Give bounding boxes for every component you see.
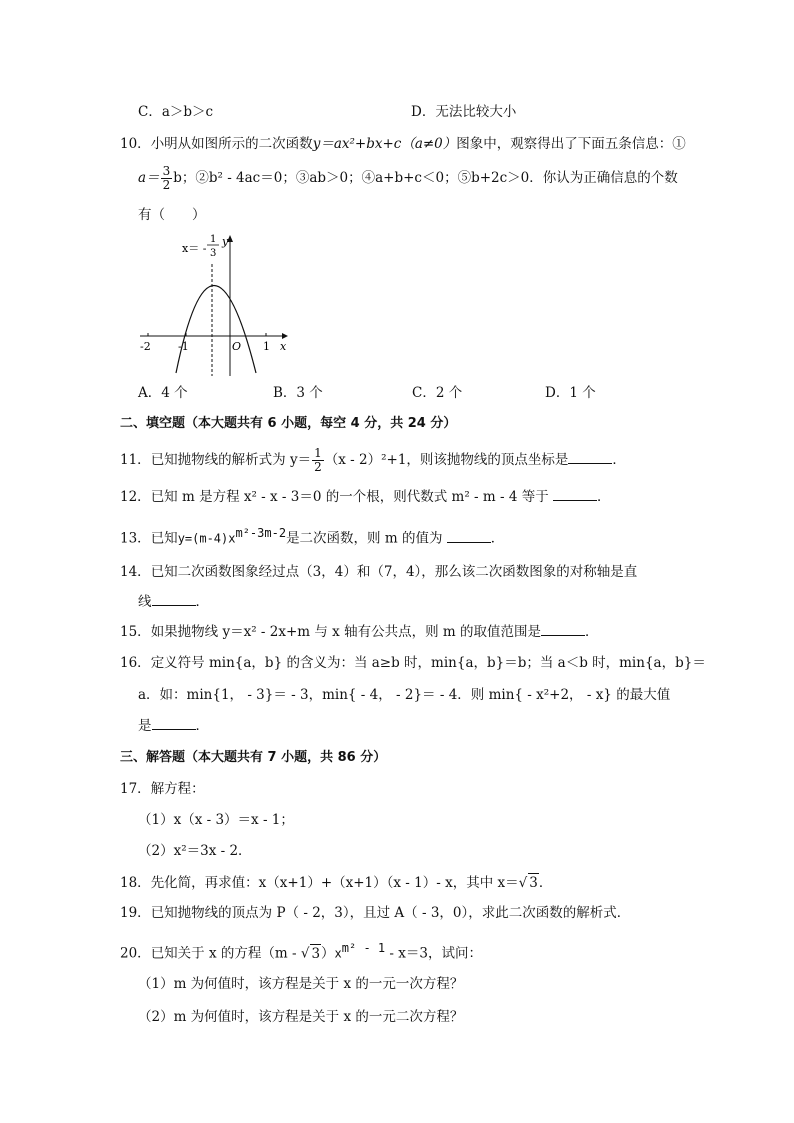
q10-info: b；②b² - 4ac＝0；③ab＞0；④a+b+c＜0；⑤b+2c＞0．你认为正确信息的个数 (173, 170, 678, 186)
q11-text-pre: 已知抛物线的解析式为 y＝ (150, 452, 312, 468)
q17-text: 解方程： (150, 781, 205, 797)
q10-option-b: B．3 个 (273, 385, 323, 401)
q12-number: 12． (120, 489, 151, 505)
q13-expression: y=(m-4)x (177, 531, 236, 546)
q19-text: 已知抛物线的顶点为 P（ - 2，3），且过 A（ - 3，0），求此二次函数的解析式． (150, 905, 631, 921)
q10-option-a: A．4 个 (138, 385, 188, 401)
q12-end: ． (597, 489, 611, 505)
q16-number: 16． (120, 655, 151, 671)
q10-tick-neg2: -2 (140, 340, 151, 353)
q20-exponent: m² - 1 (341, 941, 386, 955)
q12-answer-blank[interactable] (553, 488, 597, 501)
q10-axis-label-prefix: x＝ - (182, 242, 207, 255)
q12-line (120, 488, 611, 506)
q10-a-eq: a＝ (138, 170, 160, 186)
q10-option-c: C．2 个 (412, 385, 463, 401)
q10-frac-den: 2 (162, 178, 171, 192)
q11-frac-den: 2 (314, 460, 322, 474)
q16-end: ． (195, 718, 209, 734)
q10-x-label: x (280, 340, 287, 353)
q13-exponent: m²-3m-2 (235, 526, 287, 540)
q13-text-pre: 已知 (150, 530, 178, 547)
q20-text-pre: 已知关于 x 的方程（m - (150, 945, 301, 962)
q10-line2 (138, 164, 678, 192)
q20-text-post: - x＝3，试问： (385, 945, 482, 962)
q15-line (120, 623, 598, 641)
q14-text: 已知二次函数图象经过点（3，4）和（7，4），那么该二次函数图象的对称轴是直 (150, 564, 638, 580)
q14-end: ． (195, 594, 209, 610)
q20-x: x (334, 946, 342, 961)
q16-line1 (120, 654, 706, 672)
q16-answer-blank[interactable] (152, 717, 196, 730)
q13-answer-blank[interactable] (447, 530, 491, 543)
q10-y-label: y (222, 235, 229, 248)
q17-line (120, 780, 205, 798)
q10-line1 (120, 135, 686, 153)
q15-answer-blank[interactable] (541, 623, 585, 636)
q16-text-1: 定义符号 min{a，b} 的含义为：当 a≥b 时，min{a，b}＝b；当 a＜b 时，min{a，b}＝ (150, 655, 706, 671)
q10-text-b: 图象中，观察得出了下面五条信息： (456, 136, 673, 152)
q14-line1 (120, 563, 637, 581)
q10-text-a: 小明从如图所示的二次函数 (150, 136, 313, 152)
q14-line2 (138, 593, 209, 611)
q10-axis-label-num: 1 (210, 234, 217, 245)
section3-title: 三、解答题（本大题共有 7 小题，共 86 分） (120, 750, 387, 765)
q20-text-mid: ） (321, 945, 335, 962)
q13-end: ． (490, 530, 505, 547)
q11-frac-num: 1 (314, 446, 322, 460)
q17-number: 17． (120, 781, 151, 797)
q19-number: 19． (120, 905, 151, 921)
q11-text-post: （x - 2）²+1，则该抛物线的顶点坐标是 (324, 452, 569, 468)
q11-line (120, 446, 626, 474)
q18-end: ． (538, 875, 553, 891)
q18-root: 3 (529, 875, 538, 891)
q18-line: 18．先化简，再求值：x（x+1）+（x+1）（x - 1）- x，其中 x＝√ 3． (120, 875, 553, 891)
q15-number: 15． (120, 624, 151, 640)
q16-line2: a．如：min{1， - 3}＝ - 3，min{ - 4， - 2}＝ - 4．则 min{ - x²+2， - x} 的最大值 (138, 687, 671, 703)
section2-title: 二、填空题（本大题共有 6 小题，每空 4 分，共 24 分） (120, 416, 457, 431)
q10-tick-neg1: -1 (178, 340, 189, 353)
q13-number: 13． (120, 530, 151, 547)
q20-part2: （2）m 为何值时，该方程是关于 x 的一元二次方程？ (138, 1009, 464, 1025)
q19-line (120, 904, 630, 922)
q16-text-3: 是 (138, 718, 152, 734)
q20-line: 20．已知关于 x 的方程（m - √ $3)x^{m^2 - 1} - x=3$，试问： (120, 941, 482, 962)
q9-option-c: C．a＞b＞c (138, 104, 214, 120)
q10-axis-label-den: 3 (210, 248, 217, 259)
q10-parabola-curve (176, 286, 256, 374)
q10-number: 10． (120, 136, 151, 152)
q15-end: ． (584, 624, 599, 640)
q17-part2: （2）x²＝3x - 2． (138, 843, 252, 859)
q20-root: 3 (311, 945, 321, 962)
q10-frac-num: 3 (162, 164, 171, 178)
q16-line3 (138, 717, 209, 735)
q20-number: 20． (120, 945, 151, 962)
q14-number: 14． (120, 564, 151, 580)
q11-fraction (312, 447, 324, 474)
q11-end: ． (612, 452, 626, 468)
q10-function: y＝ax²+bx+c（a≠0） (312, 136, 457, 152)
q11-number: 11． (120, 452, 151, 468)
q10-circle-1: ① (672, 136, 686, 152)
q13-text-post: 是二次函数，则 m 的值为 (286, 530, 443, 547)
q11-answer-blank[interactable] (568, 451, 612, 464)
q10-fraction (161, 165, 173, 192)
q14-answer-blank[interactable] (152, 593, 196, 606)
q14-text-2: 线 (138, 594, 152, 610)
q10-option-d: D．1 个 (545, 385, 596, 401)
q15-text: 如果抛物线 y＝x² - 2x+m 与 x 轴有公共点，则 m 的取值范围是 (150, 624, 541, 640)
q10-line3: 有（ ） (138, 207, 206, 223)
q10-origin-label: O (232, 340, 242, 353)
q10-tick-1: 1 (263, 340, 270, 353)
q10-parabola-graph (136, 228, 296, 378)
q13-line (120, 524, 504, 548)
q18-text: 先化简，再求值：x（x+1）+（x+1）（x - 1）- x，其中 x＝ (150, 875, 519, 891)
q17-part1: （1）x（x - 3）＝x - 1； (138, 812, 294, 828)
q9-option-d: D．无法比较大小 (411, 104, 517, 120)
q20-part1: （1）m 为何值时，该方程是关于 x 的一元一次方程？ (138, 976, 464, 992)
q18-number: 18． (120, 875, 151, 891)
q12-text: 已知 m 是方程 x² - x - 3＝0 的一个根，则代数式 m² - m - 4 等于 (150, 489, 549, 505)
